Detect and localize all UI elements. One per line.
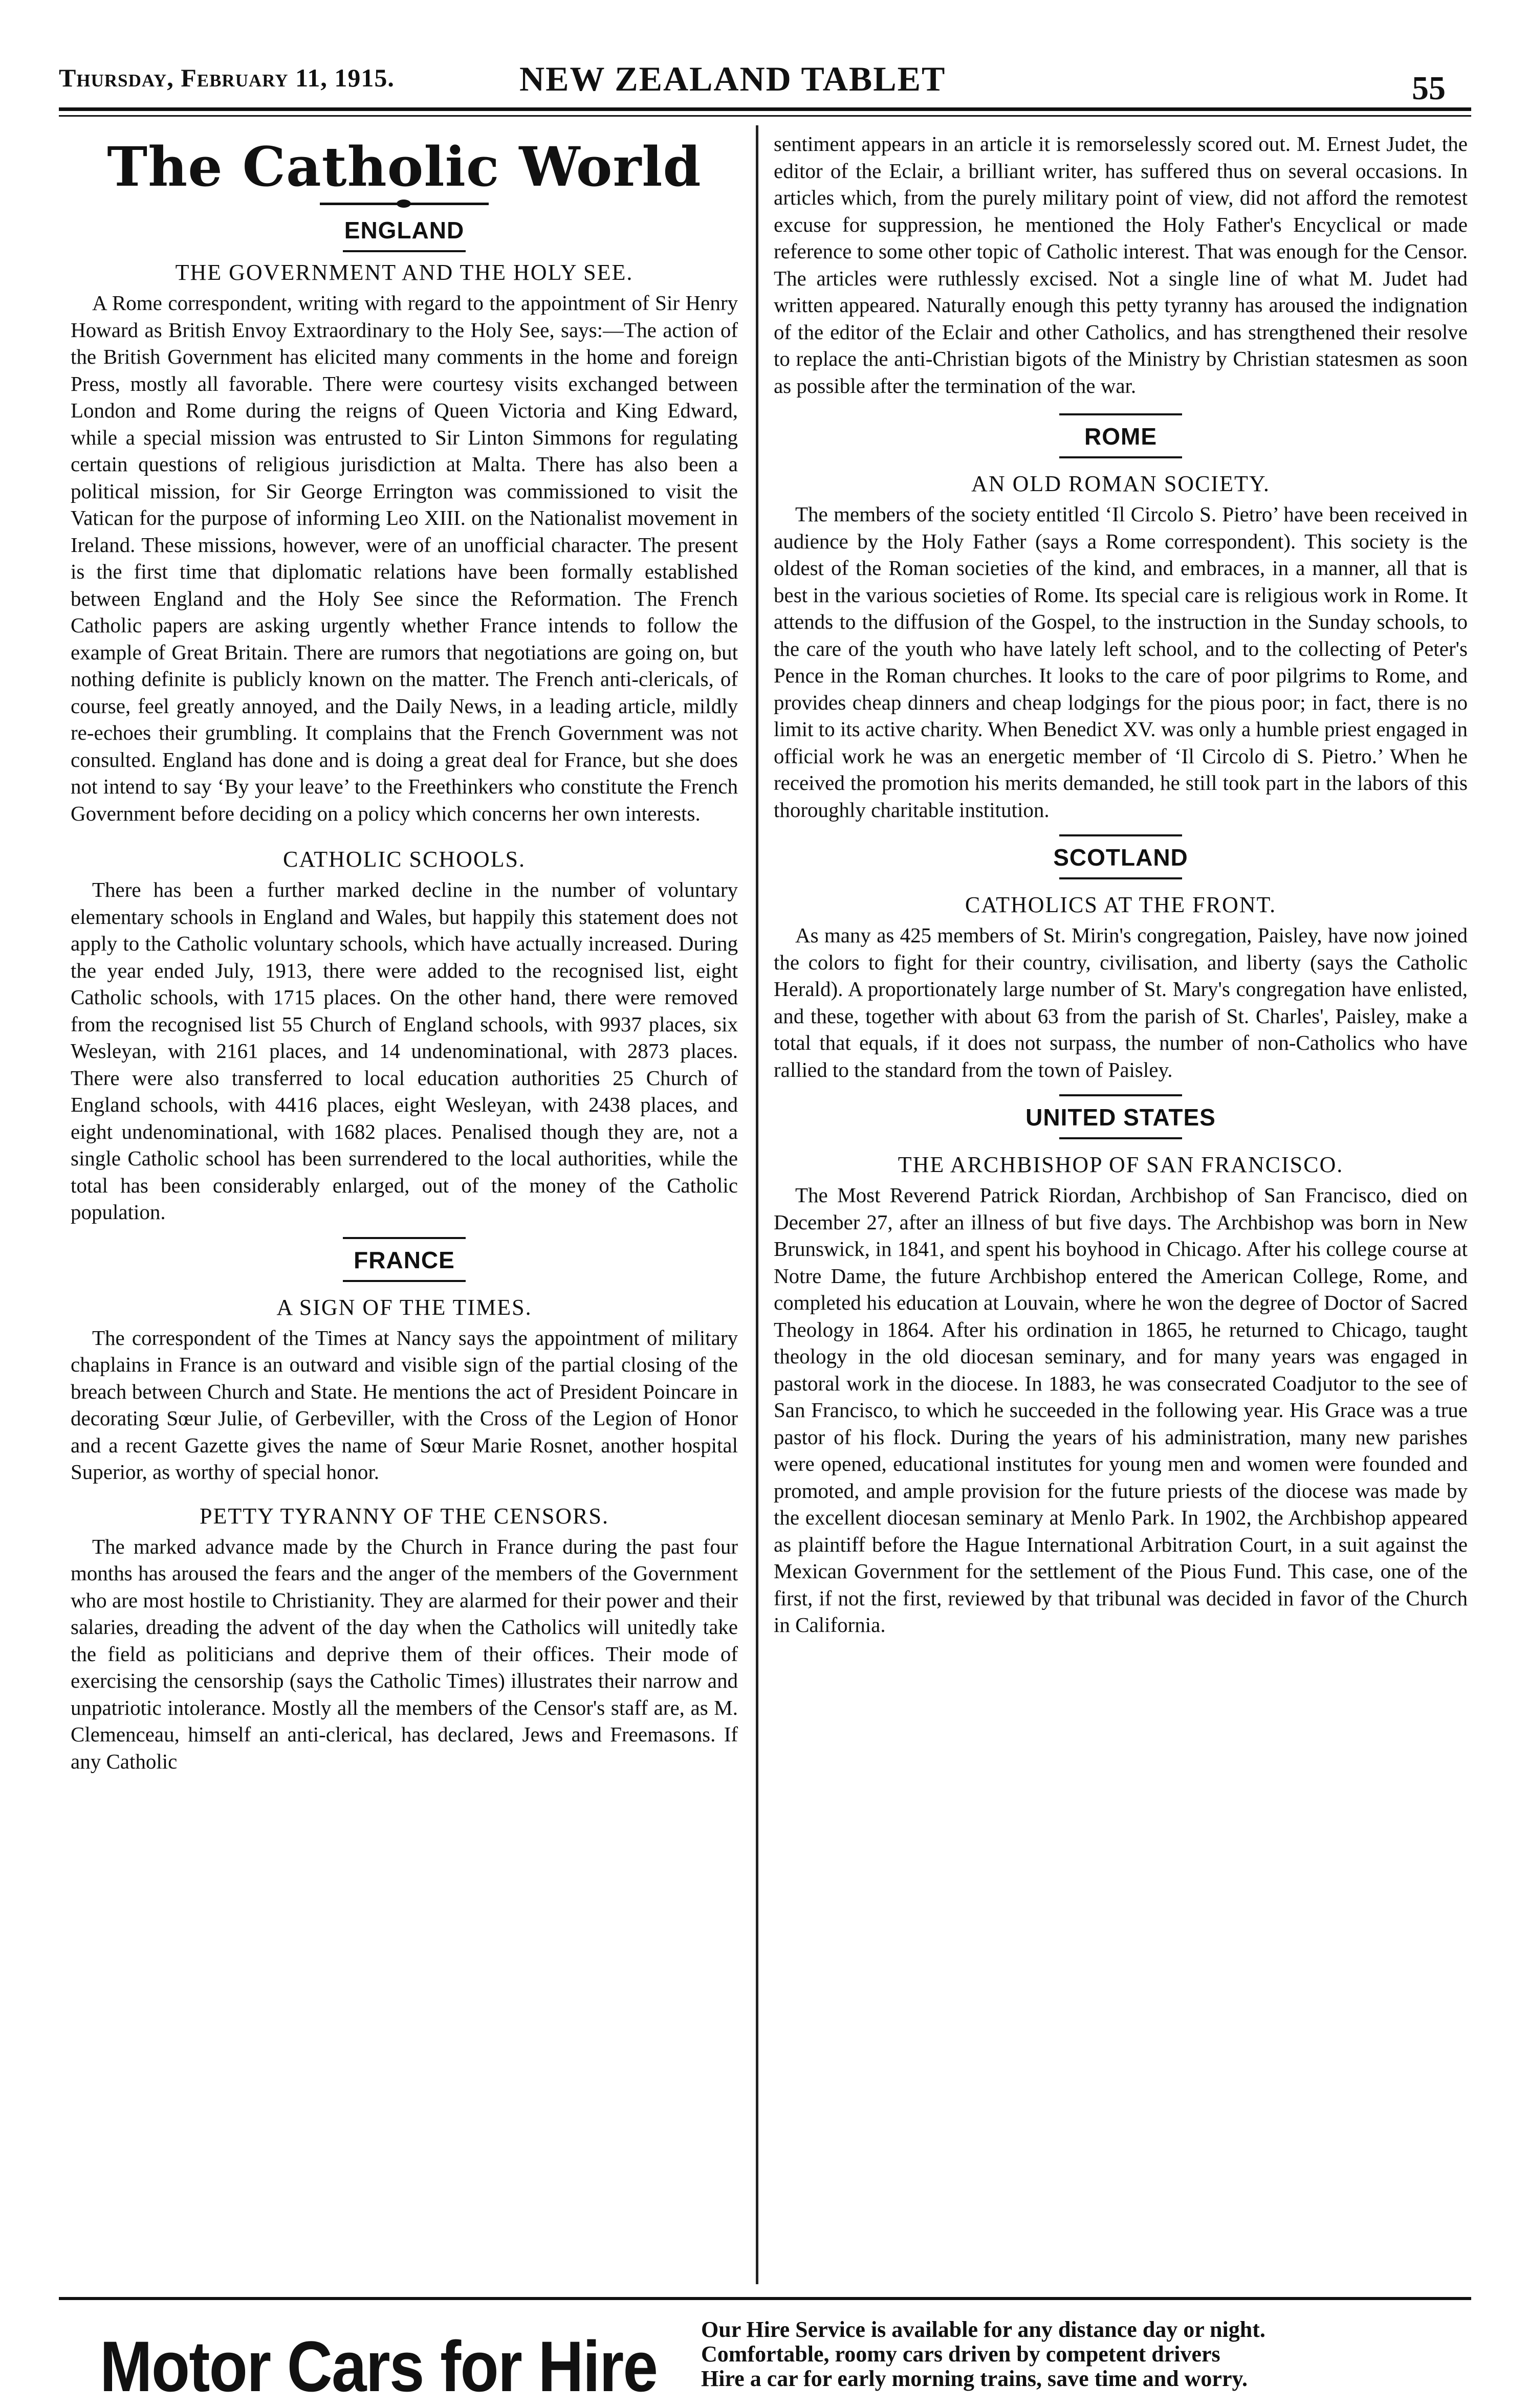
issue-date: Thursday, February 11, 1915. (59, 63, 395, 92)
masthead-rule (59, 107, 1471, 111)
article-title-catholics-at-front: CATHOLICS AT THE FRONT. (965, 892, 1277, 917)
advertisement-line: Comfortable, roomy cars driven by competent drivers (701, 2341, 1220, 2367)
article-title-archbishop-san-francisco: THE ARCHBISHOP OF SAN FRANCISCO. (898, 1152, 1344, 1177)
masthead (59, 59, 1471, 110)
advertisement-copy (701, 2317, 1469, 2391)
article-title-sign-of-times: A SIGN OF THE TIMES. (276, 1294, 532, 1320)
heading-rule (1059, 834, 1182, 836)
column-divider (756, 125, 758, 2284)
heading-england: ENGLAND (344, 217, 465, 244)
heading-france: FRANCE (354, 1246, 455, 1273)
advertisement-line: Our Hire Service is available for any distance day or night. (701, 2317, 1265, 2342)
heading-rome: ROME (1084, 423, 1157, 450)
heading-rule (343, 1280, 466, 1282)
section-title: The Catholic World (107, 135, 702, 198)
advertisement-headline: Motor Cars for Hire (100, 2326, 658, 2406)
heading-rule (1059, 413, 1182, 415)
page-number: 55 (1412, 70, 1446, 107)
masthead-rule-thin (59, 115, 1471, 117)
right-column (774, 130, 1468, 1639)
advertisement-rule (59, 2297, 1471, 2300)
article-title-petty-tyranny: PETTY TYRANNY OF THE CENSORS. (200, 1503, 609, 1529)
article-text-old-roman-society: The members of the society entitled ‘Il Circolo S. Pietro’ have been received in audience by the Holy Father (says a Rome correspondent). This society is the oldest of the Roman societies of the kind, and embraces, in a manner, all that is best in the various societies of Rome. Its special care is religious work in Rome. It attends to the diffusion of the Gospel, to the instruction in the Sunday schools, to the care of the youth who have lately left school, and to the collecting of Peter's Pence in the Roman churches. It looks to the care of poor pilgrims to Rome, and provides cheap dinners and cheap lodgings for the pious poor; in fact, there is no limit to its active charity. When Benedict XV. was only a humble priest engaged in official work he was an energetic member of ‘Il Circolo di S. Pietro.’ When he received the promotion his merits demanded, he still took part in the labors of this thoroughly charitable institution. (774, 502, 1468, 822)
heading-rule (343, 1237, 466, 1239)
title-ornament (320, 203, 489, 205)
heading-rule (1059, 1094, 1182, 1096)
heading-rule (1059, 1137, 1182, 1139)
article-text-government-holy-see: A Rome correspondent, writing with regard to the appointment of Sir Henry Howard as British Envoy Extraordinary to the Holy See, says:—The action of the British Government has elicited many comments in the home and foreign Press, mostly all favorable. There were courtesy visits exchanged between London and Rome during the reigns of Queen Victoria and King Edward, while a special mission was entrusted to Sir Linton Simmons for regulating certain questions of religious jurisdiction at Malta. There has also been a political mission, for Sir George Errington was commissioned to visit the Vatican for the purpose of informing Leo XIII. on the Nationalist movement in Ireland. These missions, however, were of an unofficial character. The present is the first time that diplomatic relations have been formally established between England and the Holy See since the Reformation. The French Catholic papers are asking urgently whether France intends to follow the example of Great Britain. There are rumors that negotiations are going on, but nothing definite is publicly known on the matter. The French anti-clericals, of course, feel greatly annoyed, and the Daily News, in a leading article, mildly re-echoes their grumbling. It complains that the French Government was not consulted. England has done and is doing a great deal for France, but she does not intend to say ‘By your leave’ to the Freethinkers who constitute the French Government before deciding on a policy which concerns her own interests. (71, 291, 738, 825)
article-text-catholics-at-front: As many as 425 members of St. Mirin's congregation, Paisley, have now joined the colors to fight for their country, civilisation, and liberty (says the Catholic Herald). A proportionately large number of St. Mary's congregation have enlisted, and these, together with about 63 from the parish of St. Charles', Paisley, make a total that equals, if it does not surpass, the number of non-Catholics who have rallied to the standard from the town of Paisley. (774, 923, 1468, 1081)
heading-rule (1059, 877, 1182, 879)
heading-rule (343, 250, 466, 252)
heading-rule (1059, 456, 1182, 458)
advertisement-line: Hire a car for early morning trains, save time and worry. (701, 2366, 1248, 2391)
heading-scotland: SCOTLAND (1053, 844, 1188, 871)
article-title-catholic-schools: CATHOLIC SCHOOLS. (282, 847, 526, 872)
article-text-petty-tyranny: The marked advance made by the Church in France during the past four months has aroused the fears and the anger of the members of the Government who are most hostile to Christianity. They are alarmed for their power and their salaries, dreading the advent of the day when the Catholics will unitedly take the field as politicians and deprive them of their offices. Their mode of exercising the censorship (says the Catholic Times) illustrates their narrow and unpatriotic intolerance. Mostly all the members of the Censor's staff are, as M. Clemenceau, himself an anti-clerical, has declared, Jews and Freemasons. If any Catholic (71, 1534, 738, 1773)
article-text-petty-tyranny-continued: sentiment appears in an article it is remorselessly scored out. M. Ernest Judet, the editor of the Eclair, a brilliant writer, has suffered thus on several occasions. In articles which, from the purely military point of view, did not afford the remotest excuse for suppression, he mentioned the Holy Father's Encyclical or made reference to some other topic of Catholic interest. That was enough for the Censor. The articles were ruthlessly excised. Not a single line of what M. Judet had written appeared. Naturally enough this petty tyranny has aroused the indignation of the editor of the Eclair and other Catholics, and has strengthened their resolve to replace the anti-Christian bigots of the Ministry by Christian statesmen as soon as possible after the termination of the war. (774, 132, 1468, 397)
article-title-government-holy-see: THE GOVERNMENT AND THE HOLY SEE. (175, 260, 634, 285)
newspaper-title: NEW ZEALAND TABLET (519, 59, 946, 98)
left-column (71, 130, 738, 1775)
article-text-archbishop-san-francisco: The Most Reverend Patrick Riordan, Archbishop of San Francisco, died on December 27, after an illness of but five days. The Archbishop was born in New Brunswick, in 1841, and spent his boyhood in Chicago. After his college course at Notre Dame, the future Archbishop entered the American College, Rome, and completed his education at Louvain, where he won the degree of Doctor of Sacred Theology in 1864. After his ordination in 1865, he returned to Chicago, taught theology in the old diocesan seminary, and for many years was engaged in pastoral work in the diocese. In 1883, he was consecrated Coadjutor to the see of San Francisco, to which he succeeded in the following year. His Grace was a true pastor of his flock. During the years of his administration, many new parishes were opened, educational institutes for young men and women were founded and promoted, and ample provision for the future priests of the diocese was made by the excellent diocesan seminary at Menlo Park. In 1902, the Archbishop appeared as plaintiff before the Hague International Arbitration Court, in a suit against the Mexican Government for the settlement of the Pious Fund. This case, one of the first, if not the first, reviewed by that tribunal was decided in favor of the Church in California. (774, 1183, 1468, 1637)
motor-cars-advertisement (59, 2297, 1471, 2406)
heading-united-states: UNITED STATES (1025, 1104, 1216, 1131)
article-text-sign-of-times: The correspondent of the Times at Nancy says the appointment of military chaplains in France is an outward and visible sign of the partial closing of the breach between Church and State. He mentions the act of President Poincare in decorating Sœur Julie, of Gerbeviller, with the Cross of the Legion of Honor and a recent Gazette gives the name of Sœur Marie Rosnet, another hospital Superior, as worthy of special honor. (71, 1325, 738, 1484)
article-text-catholic-schools: There has been a further marked decline in the number of voluntary elementary schools in England and Wales, but happily this statement does not apply to the Catholic voluntary schools, which have actually increased. During the year ended July, 1913, there were added to the recognised list, eight Catholic schools, with 1715 places. On the other hand, there were removed from the recognised list 55 Church of England schools, with 9937 places, six Wesleyan, with 2161 places, and 14 undenominational, with 2873 places. There were also transferred to local education authorities 25 Church of England schools, with 4416 places, eight Wesleyan, with 2438 places, and eight undenominational, with 1682 places. Penalised though they are, not a single Catholic school has been surrendered to the local authorities, while the total has been considerably enlarged, out of the money of the Catholic population. (71, 878, 738, 1224)
article-title-old-roman-society: AN OLD ROMAN SOCIETY. (971, 471, 1270, 496)
